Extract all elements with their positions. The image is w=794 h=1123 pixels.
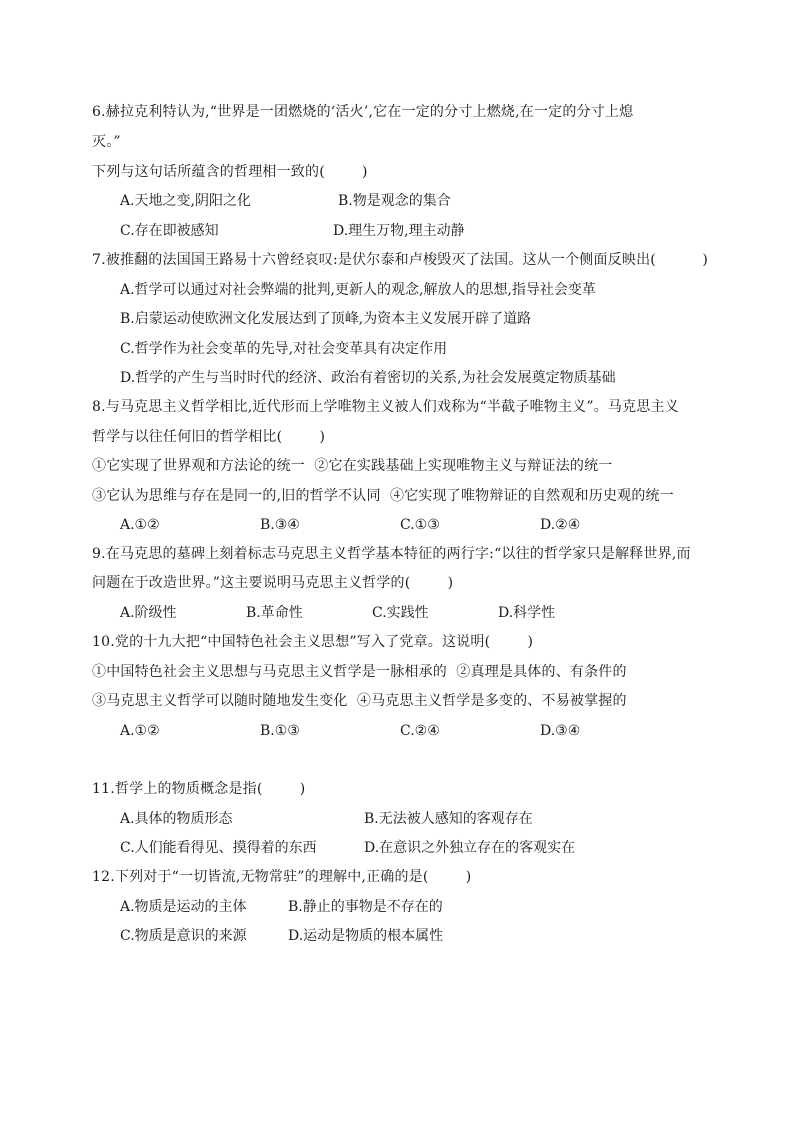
q10-statement-line-2: ③马克思主义哲学可以随时随地发生变化 ④马克思主义哲学是多变的、不易被掌握的	[92, 693, 627, 709]
q10-statement-line-1: ①中国特色社会主义思想与马克思主义哲学是一脉相承的 ②真理是具体的、有条件的	[92, 664, 627, 680]
q10-stem: 10.党的十九大把“中国特色社会主义思想”写入了党章。这说明( )	[92, 634, 534, 650]
q6-option-b: B.物是观念的集合	[338, 193, 451, 209]
q7-stem: 7.被推翻的法国国王路易十六曾经哀叹:是伏尔泰和卢梭毁灭了法国。这从一个侧面反映出( )	[92, 252, 709, 268]
q8-option-c: C.①③	[400, 517, 440, 533]
q8-stem-line-1: 8.与马克思主义哲学相比,近代形而上学唯物主义被人们戏称为“半截子唯物主义”。马克思主义	[92, 399, 679, 415]
q9-stem-line-2: 问题在于改造世界。”这主要说明马克思主义哲学的( )	[92, 575, 454, 591]
q12-option-d: D.运动是物质的根本属性	[288, 928, 444, 944]
q10-option-c: C.②④	[400, 723, 440, 739]
q10-option-a: A.①②	[120, 723, 160, 739]
q6-stem-line-3: 下列与这句话所蕴含的哲理相一致的( )	[92, 164, 368, 180]
q9-option-b: B.革命性	[246, 605, 303, 621]
q8-option-d: D.②④	[540, 517, 581, 533]
q7-option-b: B.启蒙运动使欧洲文化发展达到了顶峰,为资本主义发展开辟了道路	[120, 311, 532, 327]
q12-option-b: B.静止的事物是不存在的	[288, 899, 443, 915]
q6-option-a: A.天地之变,阴阳之化	[120, 193, 252, 209]
q6-stem-line-2: 灭。”	[92, 134, 121, 150]
q11-option-d: D.在意识之外独立存在的客观实在	[364, 840, 576, 856]
q8-option-b: B.③④	[260, 517, 300, 533]
q9-option-c: C.实践性	[372, 605, 429, 621]
q8-statement-line-1: ①它实现了世界观和方法论的统一 ②它在实践基础上实现唯物主义与辩证法的统一	[92, 458, 613, 474]
q11-option-c: C.人们能看得见、摸得着的东西	[120, 840, 317, 856]
q11-option-a: A.具体的物质形态	[120, 811, 233, 827]
q6-stem-line-1: 6.赫拉克利特认为,“世界是一团燃烧的‘活火’,它在一定的分寸上燃烧,在一定的分寸上熄	[92, 104, 634, 120]
q12-option-c: C.物质是意识的来源	[120, 928, 247, 944]
q6-option-c: C.存在即被感知	[120, 223, 219, 239]
q9-stem-line-1: 9.在马克思的墓碑上刻着标志马克思主义哲学基本特征的两行字:“以往的哲学家只是解释世界,而	[92, 546, 691, 562]
q10-option-b: B.①③	[260, 723, 300, 739]
q6-option-d: D.理生万物,理主动静	[333, 223, 465, 239]
q12-option-a: A.物质是运动的主体	[120, 899, 247, 915]
q7-option-a: A.哲学可以通过对社会弊端的批判,更新人的观念,解放人的思想,指导社会变革	[120, 282, 596, 298]
q9-option-a: A.阶级性	[120, 605, 177, 621]
q7-option-d: D.哲学的产生与当时时代的经济、政治有着密切的关系,为社会发展奠定物质基础	[120, 370, 616, 386]
q11-option-b: B.无法被人感知的客观存在	[364, 811, 533, 827]
q8-statement-line-2: ③它认为思维与存在是同一的,旧的哲学不认同 ④它实现了唯物辩证的自然观和历史观的统一	[92, 488, 674, 504]
q7-option-c: C.哲学作为社会变革的先导,对社会变革具有决定作用	[120, 341, 448, 357]
q10-option-d: D.③④	[540, 723, 581, 739]
q11-stem: 11.哲学上的物质概念是指( )	[92, 781, 306, 797]
q8-stem-line-2: 哲学与以往任何旧的哲学相比( )	[92, 429, 326, 445]
q12-stem: 12.下列对于“一切皆流,无物常驻”的理解中,正确的是( )	[92, 869, 472, 885]
q8-option-a: A.①②	[120, 517, 160, 533]
q9-option-d: D.科学性	[498, 605, 556, 621]
